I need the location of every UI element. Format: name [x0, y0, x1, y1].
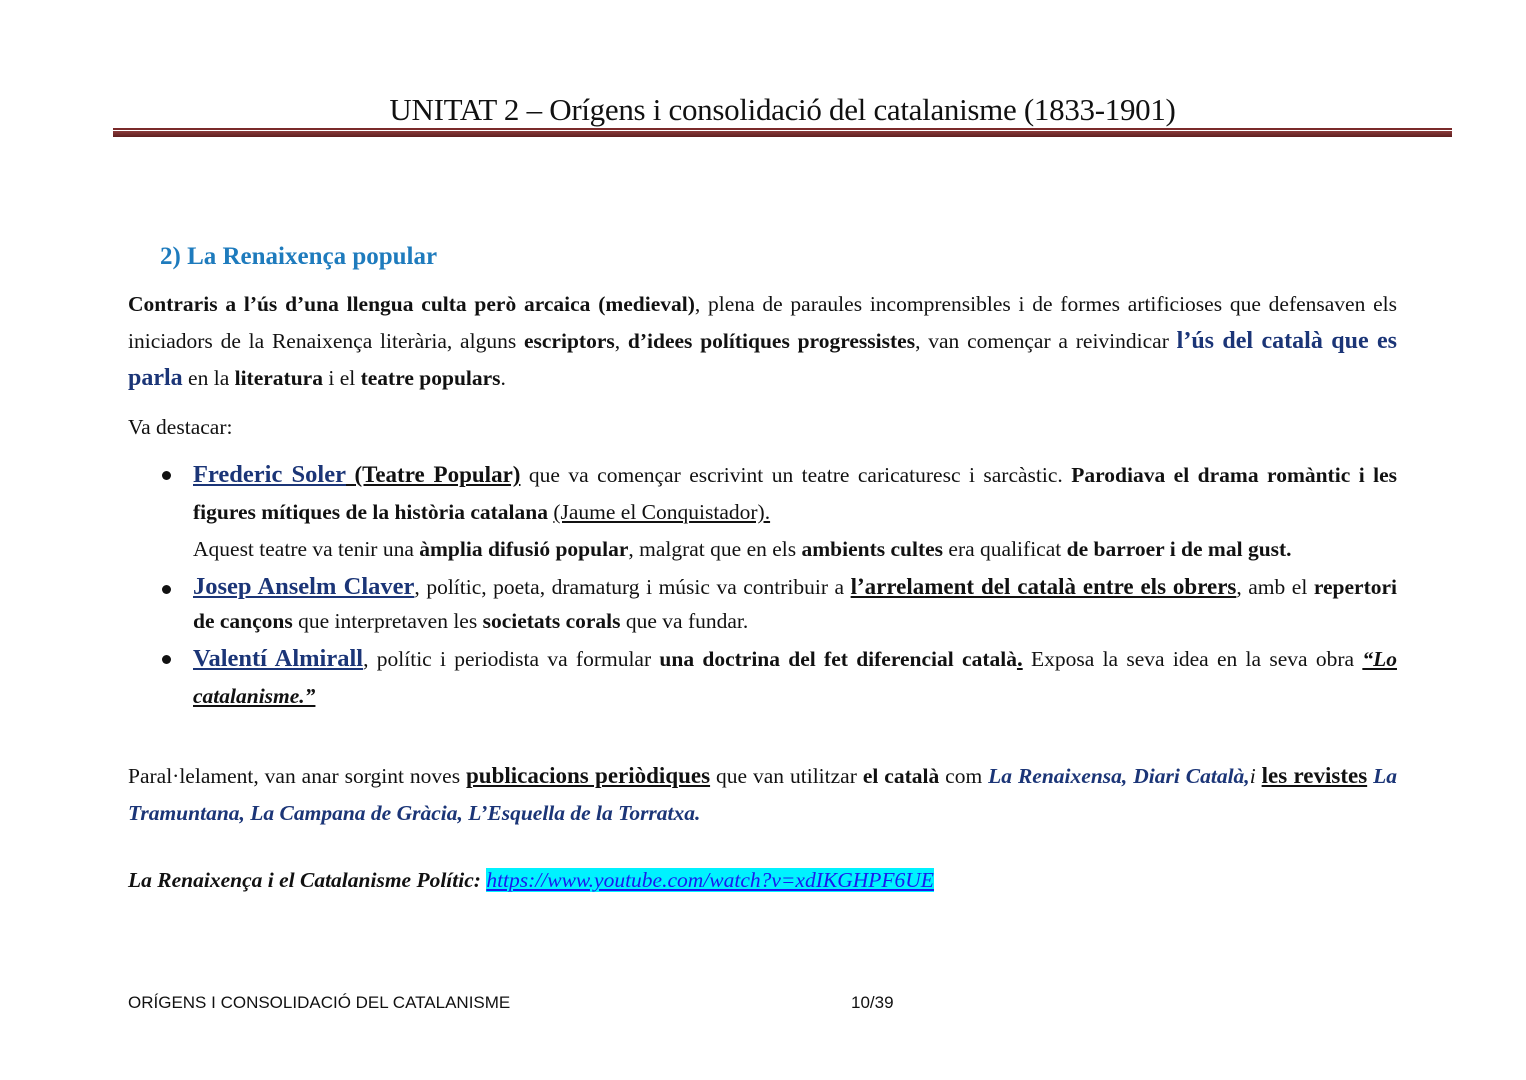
- text-run: que van utilitzar: [710, 764, 863, 788]
- text-run: La Renaixença i el Catalanisme Polític:: [128, 868, 487, 892]
- destacar-paragraph: [128, 409, 1397, 446]
- text-run: el català: [862, 764, 940, 788]
- text-run: societats corals: [482, 609, 621, 633]
- text-run: una doctrina del fet diferencial català: [659, 647, 1017, 671]
- text-run: , polític i periodista va formular: [363, 647, 660, 671]
- header-divider: [113, 131, 1452, 137]
- list-item-valenti-almirall: [128, 640, 1397, 715]
- text-run: , van començar a reivindicar: [915, 329, 1177, 353]
- text-run: teatre populars: [360, 366, 501, 390]
- text-run: ambients cultes: [801, 537, 944, 561]
- text-run: Parodiava el drama romàntic i les figures mítiques de la història catalana: [193, 463, 1398, 524]
- text-run: La Tramuntana, La Campana de Gràcia, L’Esquella de la Torratxa.: [128, 764, 1397, 825]
- text-run: l’ús del català que es parla: [128, 328, 1398, 391]
- person-name: Valentí Almirall: [193, 645, 364, 672]
- text-run: “Lo catalanisme.”: [193, 647, 1397, 708]
- text-run: les revistes: [1261, 763, 1368, 788]
- text-run: escriptors: [523, 329, 615, 353]
- text-run: ,: [614, 329, 628, 353]
- text-run: Aquest teatre va tenir una: [193, 537, 420, 561]
- text-run: en la: [182, 366, 235, 390]
- page-number: 10/39: [851, 993, 894, 1012]
- text-run: , polític, poeta, dramaturg i músic va contribuir a: [414, 575, 851, 599]
- text-run: publicacions periòdiques: [466, 763, 711, 788]
- text-run: , amb el: [1236, 575, 1314, 599]
- youtube-link[interactable]: https://www.youtube.com/watch?v=xdIKGHPF6UE: [486, 868, 934, 892]
- bullet-icon: [162, 655, 171, 664]
- text-run: , plena de paraules incomprensibles i de formes artificioses que defensaven els iniciadors de la Renaixença literària, alguns: [128, 292, 1397, 353]
- text-run: Paral·lelament, van anar sorgint noves: [128, 764, 467, 788]
- header-divider-thin: [113, 128, 1452, 130]
- footer-title: ORÍGENS I CONSOLIDACIÓ DEL CATALANISME: [128, 993, 511, 1012]
- text-run: (Teatre Popular): [354, 462, 521, 487]
- section-heading: 2) La Renaixença popular: [160, 243, 438, 270]
- figures-list: [128, 456, 1397, 715]
- list-item-josep-anselm-claver: [128, 570, 1397, 638]
- text-run: (Jaume el Conquistador).: [553, 500, 771, 524]
- text-run: àmplia difusió popular: [419, 537, 629, 561]
- bullet-icon: [162, 585, 171, 594]
- text-run: La Renaixensa, Diari Català,: [988, 764, 1250, 788]
- text-run: literatura: [234, 366, 323, 390]
- page-header-title: UNITAT 2 – Orígens i consolidació del catalanisme (1833-1901): [389, 92, 1176, 127]
- text-run: Va destacar:: [128, 415, 233, 439]
- text-run: .: [500, 366, 506, 390]
- text-run: Contraris a l’ús d’una llengua culta però arcaica (medieval): [128, 292, 695, 316]
- list-item-frederic-soler: [128, 456, 1397, 568]
- text-run: i: [1249, 764, 1262, 788]
- video-paragraph: [128, 862, 1397, 899]
- text-run: l’arrelament del català entre els obrers: [850, 574, 1237, 599]
- publications-paragraph: [128, 757, 1397, 832]
- person-name: Josep Anselm Claver: [193, 573, 415, 600]
- text-run: que va començar escrivint un teatre caricaturesc i sarcàstic.: [520, 463, 1072, 487]
- text-run: , malgrat que en els: [628, 537, 802, 561]
- text-run: de barroer i de mal gust.: [1066, 537, 1292, 561]
- text-run: com: [939, 764, 989, 788]
- list-item-text: [193, 463, 1397, 561]
- text-run: Exposa la seva idea en la seva obra: [1022, 647, 1363, 671]
- text-run: que va fundar.: [620, 609, 749, 633]
- text-run: d’idees polítiques progressistes: [627, 329, 916, 353]
- text-run: que interpretaven les: [292, 609, 483, 633]
- list-item-text: [193, 575, 1397, 633]
- intro-paragraph: [128, 286, 1397, 397]
- text-run: i el: [322, 366, 361, 390]
- person-name: Frederic Soler: [193, 461, 346, 488]
- text-run: .: [1016, 646, 1023, 671]
- text-run: repertori de cançons: [193, 575, 1398, 633]
- bullet-icon: [162, 471, 171, 480]
- list-item-text: [193, 647, 1397, 708]
- text-run: era qualificat: [943, 537, 1067, 561]
